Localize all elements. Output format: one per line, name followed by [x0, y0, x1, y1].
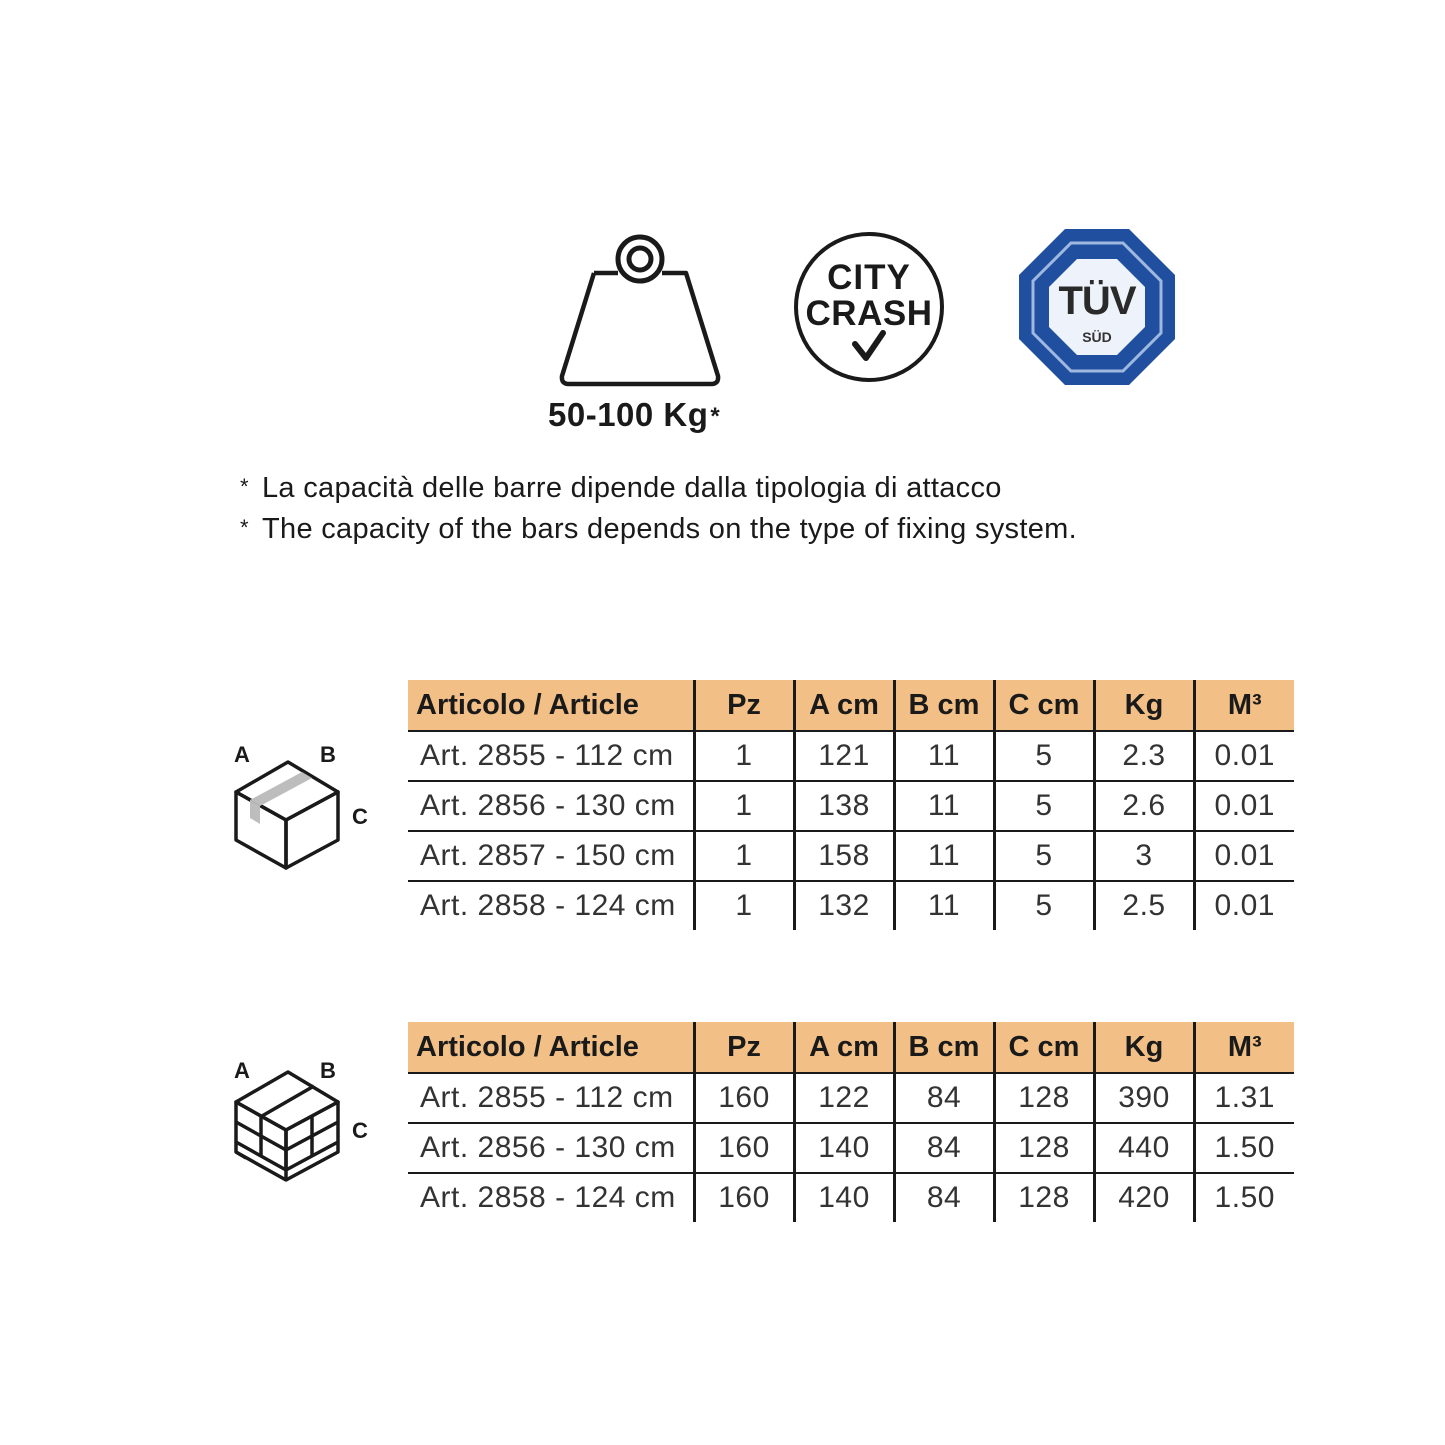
kg-cell: 3: [1094, 831, 1194, 881]
a-cell: 121: [794, 731, 894, 781]
b-cell: 11: [894, 781, 994, 831]
b-cell: 11: [894, 831, 994, 881]
table-row: [408, 731, 1294, 781]
header-m3: M³: [1194, 680, 1294, 731]
header-m3: M³: [1194, 1022, 1294, 1073]
table-row: [408, 1073, 1294, 1123]
tuv-subtitle: SÜD: [1082, 329, 1112, 345]
m3-cell: 0.01: [1194, 831, 1294, 881]
label-b: B: [320, 1058, 336, 1083]
c-cell: 5: [994, 881, 1094, 930]
label-b: B: [320, 742, 336, 767]
m3-cell: 0.01: [1194, 731, 1294, 781]
city-crash-badge: [794, 232, 944, 382]
m3-cell: 1.50: [1194, 1123, 1294, 1173]
table-header-row: [408, 1022, 1294, 1073]
header-kg: Kg: [1094, 1022, 1194, 1073]
label-a: A: [234, 1058, 250, 1083]
kg-cell: 2.6: [1094, 781, 1194, 831]
article-cell: Art. 2855 - 112 cm: [408, 731, 694, 781]
m3-cell: 1.50: [1194, 1173, 1294, 1222]
capacity-label: 50-100 Kg*: [548, 396, 721, 433]
m3-cell: 0.01: [1194, 781, 1294, 831]
kg-cell: 440: [1094, 1123, 1194, 1173]
a-cell: 158: [794, 831, 894, 881]
b-cell: 11: [894, 731, 994, 781]
tuv-title: TÜV: [1058, 279, 1136, 323]
article-cell: Art. 2855 - 112 cm: [408, 1073, 694, 1123]
pz-cell: 1: [694, 781, 794, 831]
label-c: C: [352, 804, 368, 829]
pz-cell: 160: [694, 1123, 794, 1173]
badge-line-2: CRASH: [805, 294, 933, 333]
header-pz: Pz: [694, 1022, 794, 1073]
pallet-icon: [232, 1056, 382, 1186]
a-cell: 132: [794, 881, 894, 930]
header-a-cm: A cm: [794, 1022, 894, 1073]
kg-cell: 390: [1094, 1073, 1194, 1123]
article-cell: Art. 2858 - 124 cm: [420, 1181, 676, 1214]
article-cell: Art. 2856 - 130 cm: [408, 781, 694, 831]
c-cell: 128: [994, 1123, 1094, 1173]
a-cell: 138: [794, 781, 894, 831]
article-cell: Art. 2857 - 150 cm: [408, 831, 694, 881]
table-row: [408, 831, 1294, 881]
c-cell: 128: [994, 1073, 1094, 1123]
kg-cell: 420: [1094, 1173, 1194, 1222]
pz-cell: 160: [694, 1073, 794, 1123]
m3-cell: 0.01: [1194, 881, 1294, 930]
pz-cell: 160: [694, 1173, 794, 1222]
header-article: Articolo / Article: [408, 1022, 694, 1073]
checkmark-icon: [849, 330, 889, 364]
header-c-cm: C cm: [994, 1022, 1094, 1073]
note-english: * The capacity of the bars depends on the type of fixing system.: [240, 513, 1077, 545]
c-cell: 5: [994, 781, 1094, 831]
b-cell: 11: [894, 881, 994, 930]
note-italian: * La capacità delle barre dipende dalla tipologia di attacco: [240, 472, 1002, 504]
kg-cell: 2.5: [1094, 881, 1194, 930]
label-a: A: [234, 742, 250, 767]
m3-cell: 1.31: [1194, 1073, 1294, 1123]
pz-cell: 1: [694, 831, 794, 881]
c-cell: 5: [994, 831, 1094, 881]
header-article: Articolo / Article: [408, 680, 694, 731]
kg-cell: 2.3: [1094, 731, 1194, 781]
header-c-cm: C cm: [994, 680, 1094, 731]
tuv-sud-logo: [1019, 229, 1175, 385]
b-cell: 84: [894, 1123, 994, 1173]
b-cell: 84: [894, 1073, 994, 1123]
a-cell: 140: [794, 1123, 894, 1173]
header-pz: Pz: [694, 680, 794, 731]
header-kg: Kg: [1094, 680, 1194, 731]
table-row: [408, 1173, 1294, 1222]
pallet-table: [408, 1022, 1294, 1222]
header-b-cm: B cm: [894, 1022, 994, 1073]
table-row: [408, 1123, 1294, 1173]
single-box-icon: [232, 742, 382, 872]
header-a-cm: A cm: [794, 680, 894, 731]
a-cell: 122: [794, 1073, 894, 1123]
a-cell: 140: [794, 1173, 894, 1222]
weight-icon: [558, 232, 724, 388]
article-cell: Art. 2858 - 124 cm: [420, 889, 676, 922]
table-row: [408, 881, 1294, 930]
label-c: C: [352, 1118, 368, 1143]
c-cell: 128: [994, 1173, 1094, 1222]
table-row: [408, 781, 1294, 831]
pz-cell: 1: [694, 731, 794, 781]
header-b-cm: B cm: [894, 680, 994, 731]
badge-line-1: CITY: [827, 258, 911, 297]
b-cell: 84: [894, 1173, 994, 1222]
table-header-row: [408, 680, 1294, 731]
article-cell: Art. 2856 - 130 cm: [408, 1123, 694, 1173]
pz-cell: 1: [694, 881, 794, 930]
single-package-table: [408, 680, 1294, 930]
c-cell: 5: [994, 731, 1094, 781]
